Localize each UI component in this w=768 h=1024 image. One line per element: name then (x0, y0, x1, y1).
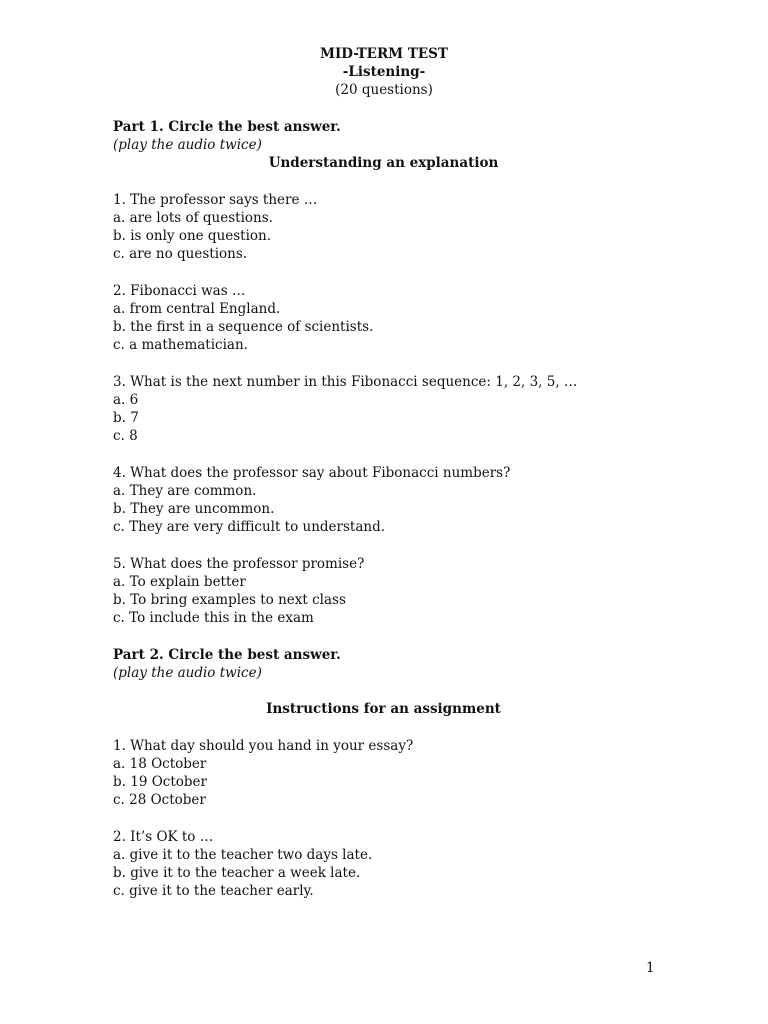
answer-option: b. To bring examples to next class (113, 592, 346, 609)
test-header (0, 45, 768, 100)
answer-option: c. To include this in the exam (113, 610, 314, 627)
answer-option: c. are no questions. (113, 246, 248, 263)
answer-option: a. They are common. (113, 483, 257, 499)
answer-option: c. They are very difficult to understand. (113, 519, 386, 536)
answer-option: b. They are uncommon. (113, 501, 275, 518)
answer-option: c. 8 (113, 428, 138, 445)
answer-option: a. give it to the teacher two days late. (113, 846, 373, 863)
question-text: 2. Fibonacci was … (113, 282, 246, 299)
answer-option: b. give it to the teacher a week late. (113, 865, 361, 882)
question-count: (20 questions) (335, 82, 433, 99)
page-number: 1 (646, 960, 655, 976)
part1-question-4 (113, 464, 673, 537)
answer-option: a. 18 October (113, 755, 207, 772)
answer-option: b. 7 (113, 410, 139, 427)
answer-option: a. are lots of questions. (113, 210, 273, 226)
part2-section-title: Instructions for an assignment (266, 701, 501, 718)
question-text: 1. What day should you hand in your essay? (113, 737, 414, 754)
question-text: 2. It’s OK to … (113, 828, 214, 845)
part2-question-2 (113, 828, 673, 901)
part1-question-2 (113, 282, 673, 355)
answer-option: a. from central England. (113, 301, 281, 317)
question-text: 4. What does the professor say about Fibonacci numbers? (113, 464, 511, 481)
part1-heading: Part 1. Circle the best answer. (113, 119, 341, 135)
answer-option: c. give it to the teacher early. (113, 883, 314, 900)
answer-option: c. 28 October (113, 792, 206, 809)
test-title: MID-TERM TEST (320, 46, 448, 62)
part2-heading: Part 2. Circle the best answer. (113, 646, 341, 663)
answer-option: c. a mathematician. (113, 337, 248, 354)
part2-note: (play the audio twice) (113, 665, 262, 681)
question-text: 5. What does the professor promise? (113, 555, 365, 572)
part1-section-title: Understanding an explanation (268, 155, 499, 172)
test-subtitle: -Listening- (342, 64, 426, 81)
answer-option: b. 19 October (113, 774, 207, 791)
part1-note: (play the audio twice) (113, 137, 262, 154)
test-body (113, 118, 673, 901)
answer-option: b. is only one question. (113, 228, 272, 245)
answer-option: a. 6 (113, 392, 139, 408)
part1-question-1 (113, 191, 673, 264)
answer-option: b. the first in a sequence of scientists. (113, 319, 374, 336)
question-text: 3. What is the next number in this Fibonacci sequence: 1, 2, 3, 5, … (113, 373, 578, 390)
part1-question-3 (113, 373, 673, 446)
part2-question-1 (113, 737, 673, 810)
question-text: 1. The professor says there … (113, 191, 318, 208)
answer-option: a. To explain better (113, 574, 246, 590)
part1-question-5 (113, 555, 673, 628)
